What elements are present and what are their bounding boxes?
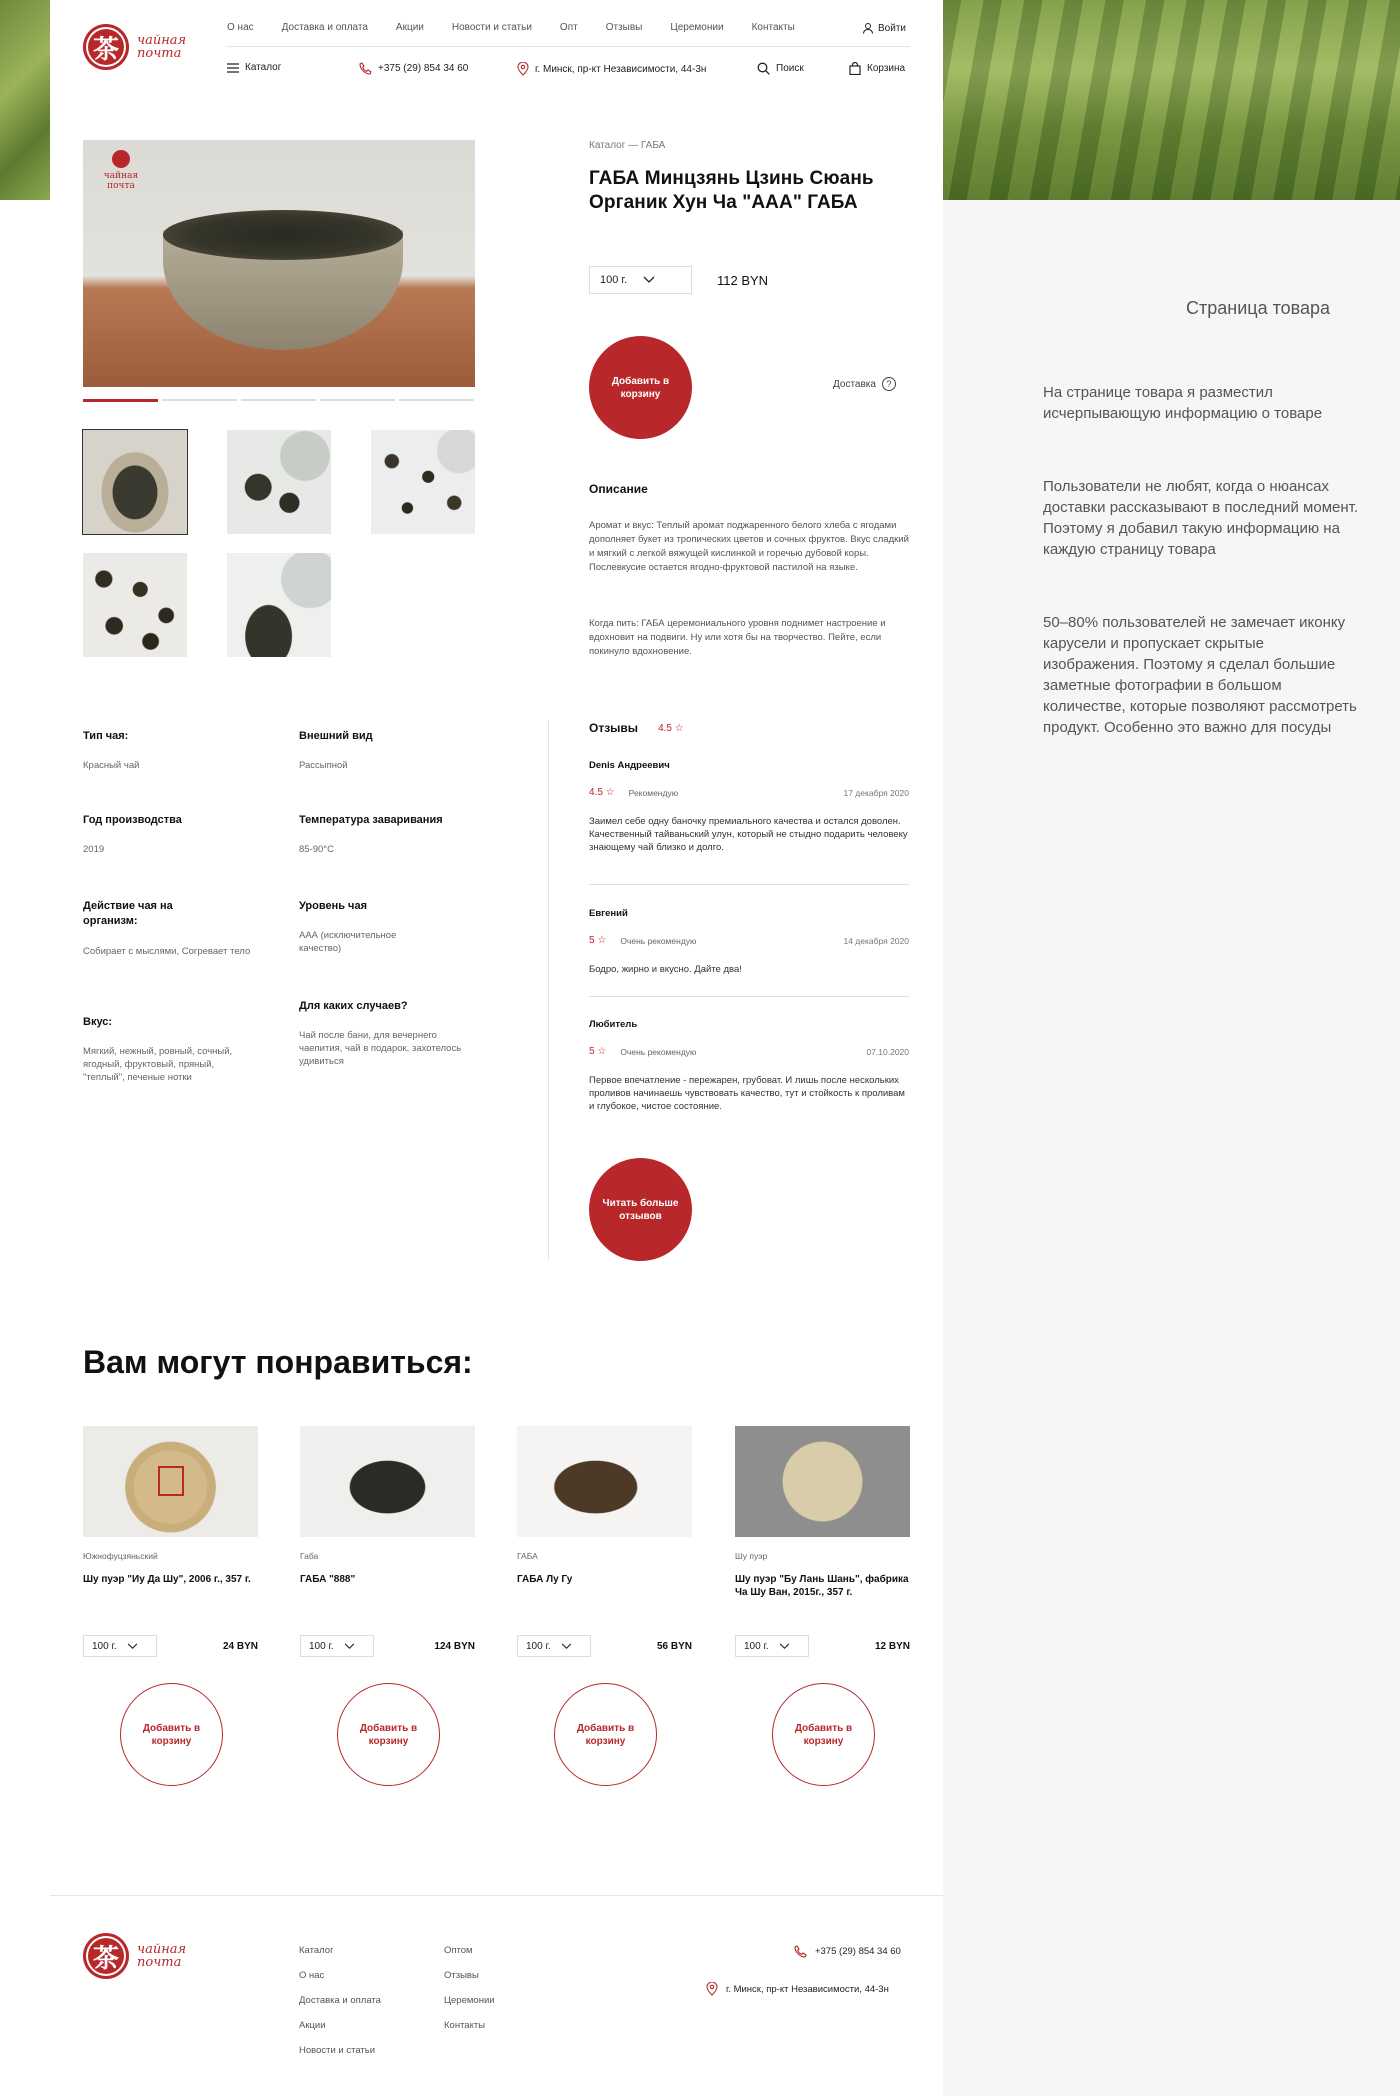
carousel-dot-5[interactable] (399, 399, 474, 401)
product-card-price: 24 BYN (222, 1640, 258, 1652)
logo-mark: 茶 (83, 1933, 129, 1979)
description-taste: Аромат и вкус: Теплый аромат поджаренного белого хлеба с ягодами дополняет букет из тропических цветов и сочных фруктов. Вкус сладкий и мягкий с легкой вяжущей кислинкой и горечью дубовой коры. Послевкусие остается ягодно-фруктовой пастилой на языке. (589, 520, 909, 573)
reviews-title: Отзывы (589, 721, 639, 735)
nav-item-news[interactable]: Новости и статьи (451, 22, 532, 33)
spec-look-label: Внешний вид (299, 730, 373, 742)
spec-type-value: Красный чай (83, 760, 140, 771)
chevron-down-icon (643, 276, 655, 284)
logo-text: чайная почта (137, 1942, 187, 1970)
review-tag: Очень рекомендую (620, 935, 697, 946)
search-button[interactable] (757, 62, 804, 75)
nav-item-delivery[interactable]: Доставка и оплата (281, 22, 368, 33)
footer-link-about[interactable]: О нас (299, 1970, 325, 1981)
review-divider (589, 996, 909, 997)
product-card-category: Габа (300, 1551, 319, 1561)
review-text: Бодро, жирно и вкусно. Дайте два! (589, 964, 742, 975)
footer-link-reviews[interactable]: Отзывы (444, 1970, 479, 1981)
spec-occasion-label: Для каких случаев? (299, 1000, 408, 1012)
product-card-image[interactable] (300, 1426, 475, 1537)
annotation-paragraph-2: Пользователи не любят, когда о нюансах доставки рассказывают в последний момент. Поэтому я добавил такую информацию на каждую страницу товара (1043, 478, 1359, 558)
top-navigation (227, 22, 823, 33)
login-label: Войти (878, 22, 906, 34)
menu-icon (227, 63, 239, 73)
review-rating: 4.5 ☆ (589, 787, 615, 798)
product-price: 112 BYN (717, 273, 769, 288)
delivery-label: Доставка (833, 378, 876, 390)
spec-level-label: Уровень чая (299, 900, 367, 912)
footer-link-catalog[interactable]: Каталог (299, 1945, 334, 1956)
product-card (517, 1426, 692, 1657)
review-divider (589, 884, 909, 885)
review-text: Заимел себе одну баночку премиального качества и остался доволен. Качественный тайваньский улун, который не стыдно подарить человеку знающему чай близко и долго. (589, 816, 908, 853)
review-date: 14 декабря 2020 (843, 935, 909, 946)
add-to-cart-button[interactable]: Добавить в корзину (120, 1683, 223, 1786)
review-meta (589, 1046, 909, 1057)
carousel-dot-4[interactable] (320, 399, 395, 401)
weight-select[interactable] (589, 266, 692, 294)
spec-level-value: ААА (исключительное качество) (299, 930, 397, 954)
read-more-reviews-button[interactable] (589, 1158, 692, 1261)
add-to-cart-button[interactable]: Добавить в корзину (337, 1683, 440, 1786)
product-card-image[interactable] (517, 1426, 692, 1537)
page-margin (0, 200, 50, 2096)
add-to-cart-button[interactable]: Добавить в корзину (554, 1683, 657, 1786)
reviews-average: 4.5 ☆ (658, 722, 684, 734)
logo-mark: 茶 (83, 24, 129, 70)
chevron-down-icon (779, 1643, 790, 1650)
product-card-price: 12 BYN (874, 1640, 910, 1652)
spec-temp-label: Температура заваривания (299, 814, 443, 826)
product-card-category: Шу пуэр (735, 1551, 768, 1561)
chevron-down-icon (127, 1643, 138, 1650)
product-thumbnail-2[interactable] (227, 430, 331, 534)
star-icon: ☆ (605, 787, 615, 798)
review-rating: 5 ☆ (589, 1046, 607, 1057)
product-title: ГАБА Минцзянь Цзинь Сюань Органик Хун Ча "ААА" ГАБА (589, 168, 874, 213)
breadcrumb[interactable]: Каталог — ГАБА (589, 140, 666, 151)
search-label: Поиск (776, 63, 804, 74)
spec-occasion-value: Чай после бани, для вечернего чаепития, чай в подарок, захотелось удивиться (299, 1030, 462, 1067)
star-icon: ☆ (674, 722, 684, 734)
footer-divider (50, 1895, 943, 1896)
footer-link-wholesale[interactable]: Оптом (444, 1945, 473, 1956)
add-to-cart-button[interactable] (589, 336, 692, 439)
product-thumbnail-1[interactable] (83, 430, 187, 534)
nav-item-ceremonies[interactable]: Церемонии (670, 22, 724, 33)
tea-field-background-left (0, 0, 50, 200)
nav-item-contacts[interactable]: Контакты (751, 22, 795, 33)
spec-year-value: 2019 (83, 844, 105, 855)
carousel-dot-2[interactable] (162, 399, 237, 401)
review-tag: Рекомендую (628, 787, 679, 798)
spec-look-value: Рассыпной (299, 760, 348, 771)
review-author: Любитель (589, 1019, 638, 1030)
footer-link-contacts[interactable]: Контакты (444, 2020, 486, 2031)
tea-field-background-right (943, 0, 1400, 200)
catalog-label: Каталог (245, 62, 282, 73)
product-card-name[interactable]: ГАБА Лу Гу (517, 1574, 573, 1585)
chevron-down-icon (344, 1643, 355, 1650)
product-card-category: ГАБА (517, 1551, 538, 1561)
review-author: Denis Андреевич (589, 760, 670, 771)
footer-link-promotions[interactable]: Акции (299, 2020, 326, 2031)
cart-button[interactable] (849, 62, 905, 75)
product-card (735, 1426, 910, 1657)
description-heading: Описание (589, 482, 648, 496)
login-button[interactable] (862, 22, 906, 34)
phone-icon (359, 62, 372, 75)
section-divider (548, 720, 549, 1260)
question-icon: ? (882, 377, 896, 391)
annotation-title: Страница товара (1186, 298, 1331, 318)
product-card-name[interactable]: ГАБА "888" (300, 1574, 356, 1585)
header-phone-number: +375 (29) 854 34 60 (378, 63, 469, 74)
product-card-name[interactable]: Шу пуэр "Бу Лань Шань", фабрика Ча Шу Ван, 2015г., 357 г. (735, 1574, 909, 1598)
nav-item-about[interactable]: О нас (227, 22, 254, 33)
weight-select-value: 100 г. (600, 274, 628, 286)
nav-item-wholesale[interactable]: Опт (559, 22, 578, 33)
spec-effect-label: Действие чая на организм: (83, 900, 173, 927)
star-icon: ☆ (597, 935, 607, 946)
chevron-down-icon (561, 1643, 572, 1650)
delivery-info-link[interactable] (833, 377, 896, 391)
review-author: Евгений (589, 908, 628, 919)
image-watermark-logo: чайная почта (101, 150, 141, 191)
review-date: 07.10.2020 (866, 1046, 909, 1057)
annotation-paragraph-1: На странице товара я разместил исчерпывающую информацию о товаре (1043, 384, 1323, 422)
footer-link-delivery[interactable]: Доставка и оплата (299, 1995, 381, 2006)
location-pin-icon (706, 1982, 718, 1996)
read-more-label: Читать больше отзывов (602, 1197, 679, 1222)
review-meta (589, 935, 909, 946)
site-logo[interactable] (83, 24, 189, 70)
carousel-indicator (83, 399, 474, 402)
product-thumbnail-4[interactable] (83, 553, 187, 657)
product-card-price: 124 BYN (434, 1640, 475, 1652)
description-when: Когда пить: ГАБА церемониального уровня поднимет настроение и вдохновит на подвиги. Ну или хотя бы на творчество. Пейте, если покинуло вдохновение. (589, 618, 886, 657)
product-card-image[interactable] (83, 1426, 258, 1537)
product-card-name[interactable]: Шу пуэр "Иу Да Шу", 2006 г., 357 г. (83, 1574, 251, 1585)
reviews-heading (589, 721, 684, 735)
footer-logo[interactable] (83, 1933, 189, 1979)
footer-address-text: г. Минск, пр-кт Независимости, 44-3н (726, 1983, 889, 1995)
product-card-category: Южнофуцзяньский (83, 1551, 158, 1561)
tea-leaves (163, 210, 403, 260)
product-card (300, 1426, 475, 1657)
recommendations-heading: Вам могут понравиться: (83, 1344, 473, 1380)
review-tag: Очень рекомендую (620, 1046, 697, 1057)
product-thumbnail-3[interactable] (371, 430, 475, 534)
annotation-paragraph-3: 50–80% пользователей не замечает иконку карусели и пропускает скрытые изображения. Поэтому я сделал большие заметные фотографии в большом количестве, которые позволяют рассмотреть продукт. Особенно это важно для посуды (1043, 614, 1357, 736)
cart-label: Корзина (867, 63, 906, 74)
footer-link-ceremonies[interactable]: Церемонии (444, 1995, 495, 2006)
product-thumbnail-5[interactable] (227, 553, 331, 657)
location-pin-icon (517, 62, 529, 76)
nav-item-promotions[interactable]: Акции (395, 22, 424, 33)
spec-taste-label: Вкус: (83, 1016, 113, 1028)
product-card-image[interactable] (735, 1426, 910, 1537)
review-meta (589, 787, 909, 798)
search-icon (757, 62, 770, 75)
logo-text: чайная почта (137, 33, 187, 61)
star-icon: ☆ (597, 1046, 607, 1057)
weight-select[interactable]: 100 г. (83, 1635, 157, 1657)
product-card (83, 1426, 258, 1657)
weight-select[interactable]: 100 г. (735, 1635, 809, 1657)
carousel-dot-3[interactable] (241, 399, 316, 401)
phone-icon (794, 1945, 807, 1958)
user-icon (862, 22, 874, 34)
product-main-image[interactable] (83, 140, 475, 387)
footer-link-news[interactable]: Новости и статьи (299, 2045, 376, 2056)
catalog-button[interactable] (227, 62, 281, 73)
add-to-cart-label: Добавить в корзину (611, 375, 670, 400)
footer-phone[interactable] (794, 1945, 901, 1958)
header-address-text: г. Минск, пр-кт Независимости, 44-3н (535, 63, 707, 75)
header-phone[interactable] (359, 62, 468, 75)
spec-taste-value: Мягкий, нежный, ровный, сочный, ягодный, фруктовый, пряный, "теплый", печеные нотки (83, 1046, 233, 1083)
nav-item-reviews[interactable]: Отзывы (605, 22, 643, 33)
review-rating: 5 ☆ (589, 935, 607, 946)
spec-temp-value: 85-90°С (299, 844, 334, 855)
shopping-bag-icon (849, 62, 861, 75)
product-card-price: 56 BYN (656, 1640, 692, 1652)
spec-effect-value: Собирает с мыслями, Согревает тело (83, 946, 251, 957)
footer-address[interactable] (706, 1982, 889, 1996)
carousel-dot-1[interactable] (83, 399, 158, 402)
spec-year-label: Год производства (83, 814, 182, 826)
footer-phone-number: +375 (29) 854 34 60 (815, 1946, 901, 1957)
review-date: 17 декабря 2020 (843, 787, 909, 798)
weight-select[interactable]: 100 г. (517, 1635, 591, 1657)
spec-type-label: Тип чая: (83, 730, 129, 742)
header-address[interactable] (517, 62, 706, 76)
header-divider (227, 46, 910, 47)
review-text: Первое впечатление - пережарен, грубоват. И лишь после нескольких проливов начинаешь чувствовать качество, тут и стойкость к проливам и глубокое, чистое состояние. (589, 1075, 905, 1112)
weight-select[interactable]: 100 г. (300, 1635, 374, 1657)
add-to-cart-button[interactable]: Добавить в корзину (772, 1683, 875, 1786)
